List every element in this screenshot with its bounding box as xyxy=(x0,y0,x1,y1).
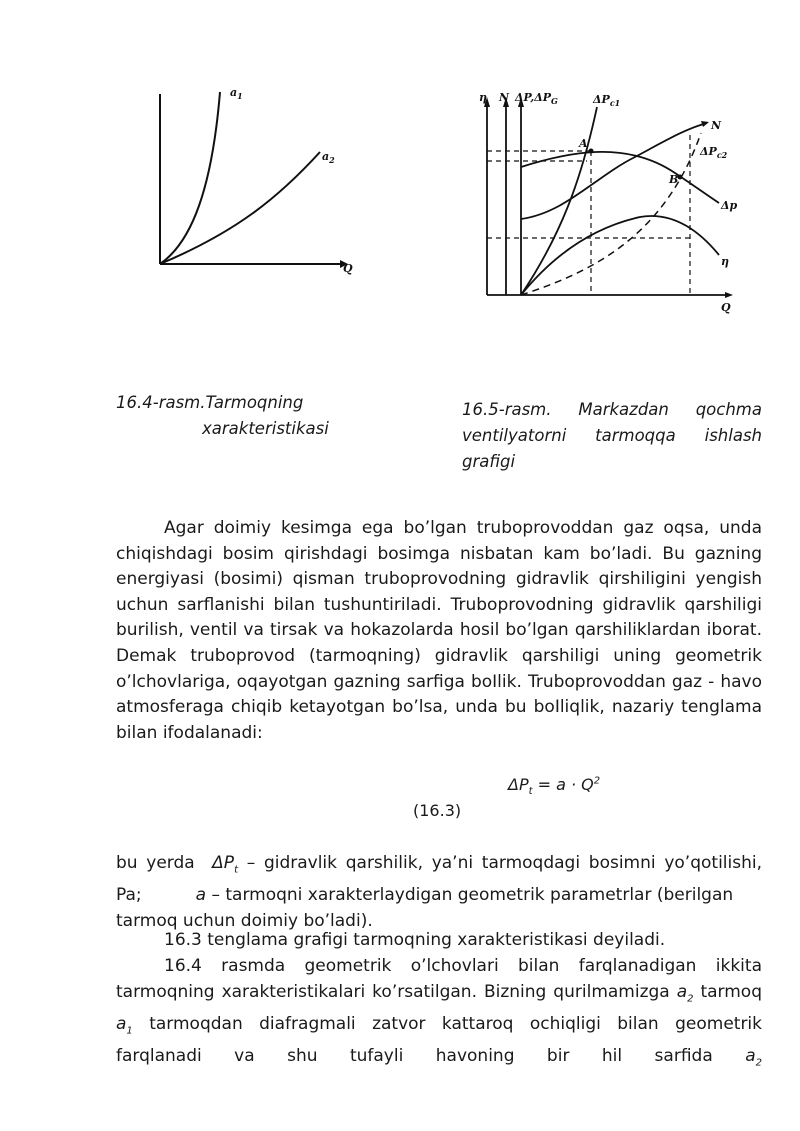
p3-text-1: 16.4 rasmda geometrik o’lchovlari bilan farqlanadigan ikkita tarmoqning xarakteristikalari ko’rsatilgan. Bizning qurilmamizga xyxy=(116,956,762,1002)
p3-a1-sub: 1 xyxy=(126,1024,133,1036)
formula-lhs: ΔP xyxy=(508,775,529,794)
paragraph-comparison xyxy=(116,954,762,1076)
def-dp-text: – gidravlik qarshilik, ya’ni tarmoqdagi bosimni yo’qotilishi, xyxy=(237,853,762,873)
curve-a2 xyxy=(160,152,320,264)
p3-a2: a xyxy=(745,1045,756,1066)
definition-dp xyxy=(116,851,762,883)
curve-n-arrow xyxy=(701,121,709,127)
figure-16-4 xyxy=(140,80,370,280)
formula-rhs-sup: 2 xyxy=(593,775,601,787)
p3-text-3: tarmoqdan diafragmali zatvor kattaroq ochiqligi bilan geometrik farqlanadi va shu tufayli havoning bir hil sarfida xyxy=(116,1013,762,1066)
figure-16-5 xyxy=(475,85,775,320)
def-dp-symbol: ΔP xyxy=(212,853,235,873)
label-dpc2: $\Delta P_{c2}$ xyxy=(700,145,728,160)
label-a2: $a_2$ xyxy=(322,150,335,165)
paragraph-intro: Agar doimiy kesimga ega bo’lgan truboprovoddan gaz oqsa, unda chiqishdagi bosim qirishdagi bosimga nisbatan kam bo’ladi. Bu gazning energiyasi (bosimi) qisman truboprovodning gidravlik qirshiligini yengish uchun sarflanishi bilan tushuntiriladi. Truboprovodning gidravlik qarshiligi burilish, ventil va tirsak va hokazolarda hosil bo’lgan qarshiliklardan iborat. Demak truboprovod (tarmoqning) gidravlik qarshiligi uning geometrik o’lchovlariga, oqayotgan gazning sarfiga boIlik. Truboprovoddan gaz - havo atmosferaga chiqib ketayotgan bo’lsa, unda bu boIliqlik, nazariy tenglama bilan ifodalanadi: xyxy=(116,518,762,743)
def-dp-sub: t xyxy=(234,864,238,876)
label-point-a: A xyxy=(579,137,588,150)
p3-a-sub: 2 xyxy=(687,992,694,1004)
label-dp-curve: Δp xyxy=(721,199,738,212)
curve-n xyxy=(521,123,707,219)
definitions xyxy=(116,851,762,934)
label-eta-axis: η xyxy=(479,91,487,104)
label-point-b: B xyxy=(669,173,679,186)
curve-dpc1 xyxy=(521,107,597,295)
label-q: Q xyxy=(343,262,353,275)
formula-lhs-sub: t xyxy=(528,786,533,798)
curve-dpc2 xyxy=(521,133,701,295)
label-n-axis: N xyxy=(499,91,510,104)
def-a-symbol: a xyxy=(195,884,207,905)
def-pa: Pa; xyxy=(116,884,142,905)
label-dpc1: $\Delta P_{c1}$ xyxy=(593,93,621,108)
q-axis-arrow xyxy=(725,292,733,298)
label-eta-curve: η xyxy=(721,255,729,268)
p3-text-2: tarmoq xyxy=(693,981,762,1002)
def-a-text: – tarmoqni xarakterlaydigan geometrik parametrlar (berilgan xyxy=(206,884,734,905)
label-dp-axis: $\Delta P,\Delta P_G$ xyxy=(515,91,558,106)
paragraph-graph: 16.3 tenglama grafigi tarmoqning xarakteristikasi deyiladi. xyxy=(164,930,666,950)
point-a-dot xyxy=(589,149,594,154)
formula-rhs: = a · Q xyxy=(532,775,594,794)
caption-16-4 xyxy=(116,390,376,442)
p3-a: a xyxy=(676,981,688,1002)
label-a1: $a_1$ xyxy=(230,86,243,101)
curve-eta xyxy=(521,216,719,295)
curve-dp xyxy=(521,152,719,203)
definition-line3: tarmoq uchun doimiy bo’ladi). xyxy=(116,910,373,931)
p3-a1: a xyxy=(116,1013,127,1034)
label-q-axis: Q xyxy=(721,301,731,314)
caption-16-4-line2: xarakteristikasi xyxy=(202,419,329,438)
definition-a xyxy=(116,883,762,909)
p3-a2-sub: 2 xyxy=(755,1056,762,1068)
label-n-curve: N xyxy=(711,119,722,132)
def-intro: bu yerda xyxy=(116,853,213,873)
equation-number: (16.3) xyxy=(413,801,462,820)
caption-16-5: 16.5-rasm. Markazdan qochma ventilyatorni tarmoqqa ishlash grafigi xyxy=(462,400,762,471)
curve-a1 xyxy=(160,92,220,264)
caption-16-4-line1: 16.4-rasm.Tarmoqning xyxy=(116,393,304,412)
formula-16-3 xyxy=(508,775,600,797)
